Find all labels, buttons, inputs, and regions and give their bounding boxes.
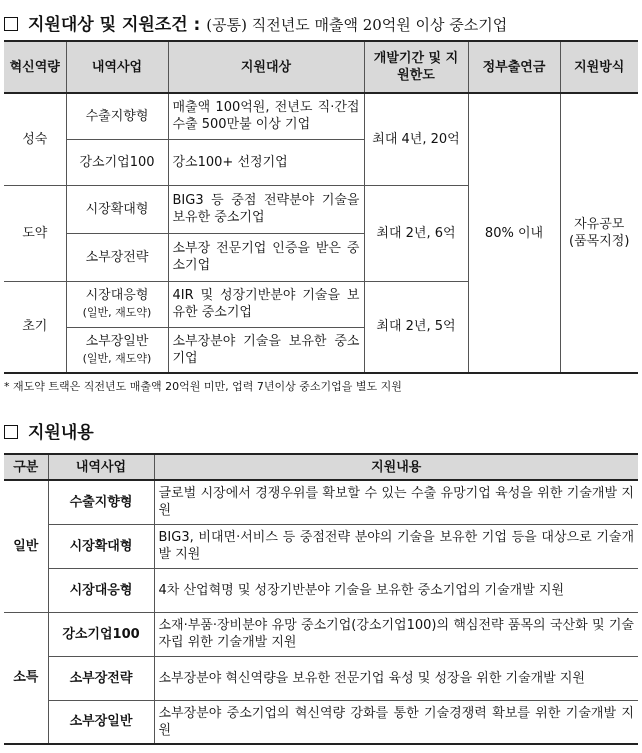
target-cell: 소부장 전문기업 인증을 받은 중소기업 <box>168 233 364 281</box>
content-cell: 소부장분야 중소기업의 혁신역량 강화를 통한 기술경쟁력 확보를 위한 기술개발 지원 <box>154 700 638 744</box>
program-name: 시장대응형 <box>85 288 149 303</box>
program-track: (일반, 재도약) <box>82 306 152 319</box>
stage-cell: 도약 <box>4 185 66 281</box>
table-row <box>4 93 638 139</box>
header-cell: 내역사업 <box>48 454 154 480</box>
checkbox-square-icon <box>4 17 18 31</box>
table-row <box>4 524 638 568</box>
program-cell: 소부장일반 <box>48 700 154 744</box>
content-cell: 소부장분야 혁신역량을 보유한 전문기업 육성 및 성장을 위한 기술개발 지원 <box>154 656 638 700</box>
section1-heading <box>4 10 507 35</box>
period-cell: 최대 2년, 5억 <box>364 281 468 373</box>
funding-cell: 80% 이내 <box>468 93 560 373</box>
program-cell: 수출지향형 <box>66 93 168 139</box>
content-cell: BIG3, 비대면·서비스 등 중점전략 분야의 기술을 보유한 기업 등을 대상으로 기술개발 지원 <box>154 524 638 568</box>
header-cell: 혁신역량 <box>4 41 66 93</box>
content-cell: 소재·부품·장비분야 유망 중소기업(강소기업100)의 핵심전략 품목의 국산화 및 기술자립 위한 기술개발 지원 <box>154 612 638 656</box>
section1-title: 지원대상 및 지원조건 : <box>28 15 201 35</box>
program-cell: 강소기업100 <box>66 139 168 185</box>
method-cell: 자유공모 (품목지정) <box>560 93 638 373</box>
target-cell: 소부장분야 기술을 보유한 중소기업 <box>168 327 364 373</box>
program-cell <box>66 327 168 373</box>
stage-cell: 성숙 <box>4 93 66 185</box>
program-cell: 시장확대형 <box>48 524 154 568</box>
table-header-row <box>4 41 638 93</box>
header-cell: 지원대상 <box>168 41 364 93</box>
table-row <box>4 700 638 744</box>
header-cell: 정부출연금 <box>468 41 560 93</box>
support-content-table <box>4 453 638 745</box>
table-header-row <box>4 454 638 480</box>
program-cell: 시장확대형 <box>66 185 168 233</box>
section2-heading <box>4 418 94 443</box>
content-cell: 4차 산업혁명 및 성장기반분야 기술을 보유한 중소기업의 기술개발 지원 <box>154 568 638 612</box>
checkbox-square-icon <box>4 425 18 439</box>
footnote: * 재도약 트랙은 직전년도 매출액 20억원 미만, 업력 7년이상 중소기업을 별도 지원 <box>4 380 402 393</box>
program-cell: 시장대응형 <box>48 568 154 612</box>
program-cell: 강소기업100 <box>48 612 154 656</box>
table-row <box>4 568 638 612</box>
period-cell: 최대 4년, 20억 <box>364 93 468 185</box>
section2-title: 지원내용 <box>28 423 94 443</box>
table-row <box>4 656 638 700</box>
target-cell: 매출액 100억원, 전년도 직·간접 수출 500만불 이상 기업 <box>168 93 364 139</box>
eligibility-table <box>4 40 638 374</box>
header-cell: 구분 <box>4 454 48 480</box>
period-cell: 최대 2년, 6억 <box>364 185 468 281</box>
program-name: 소부장일반 <box>85 333 149 349</box>
category-cell: 소특 <box>4 612 48 744</box>
target-cell: 4IR 및 성장기반분야 기술을 보유한 중소기업 <box>168 281 364 327</box>
program-cell: 소부장전략 <box>48 656 154 700</box>
program-cell: 수출지향형 <box>48 480 154 524</box>
header-cell: 지원방식 <box>560 41 638 93</box>
section1-subtitle: (공통) 직전년도 매출액 20억원 이상 중소기업 <box>206 16 508 34</box>
header-cell: 개발기간 및 지원한도 <box>364 41 468 93</box>
table-row <box>4 612 638 656</box>
program-cell: 소부장전략 <box>66 233 168 281</box>
content-cell: 글로벌 시장에서 경쟁우위를 확보할 수 있는 수출 유망기업 육성을 위한 기술개발 지원 <box>154 480 638 524</box>
header-cell: 지원내용 <box>154 454 638 480</box>
target-cell: BIG3 등 중점 전략분야 기술을 보유한 중소기업 <box>168 185 364 233</box>
table-row <box>4 480 638 524</box>
program-cell <box>66 281 168 327</box>
category-cell: 일반 <box>4 480 48 612</box>
target-cell: 강소100+ 선정기업 <box>168 139 364 185</box>
program-track: (일반, 재도약) <box>82 351 152 365</box>
header-cell: 내역사업 <box>66 41 168 93</box>
stage-cell: 초기 <box>4 281 66 373</box>
